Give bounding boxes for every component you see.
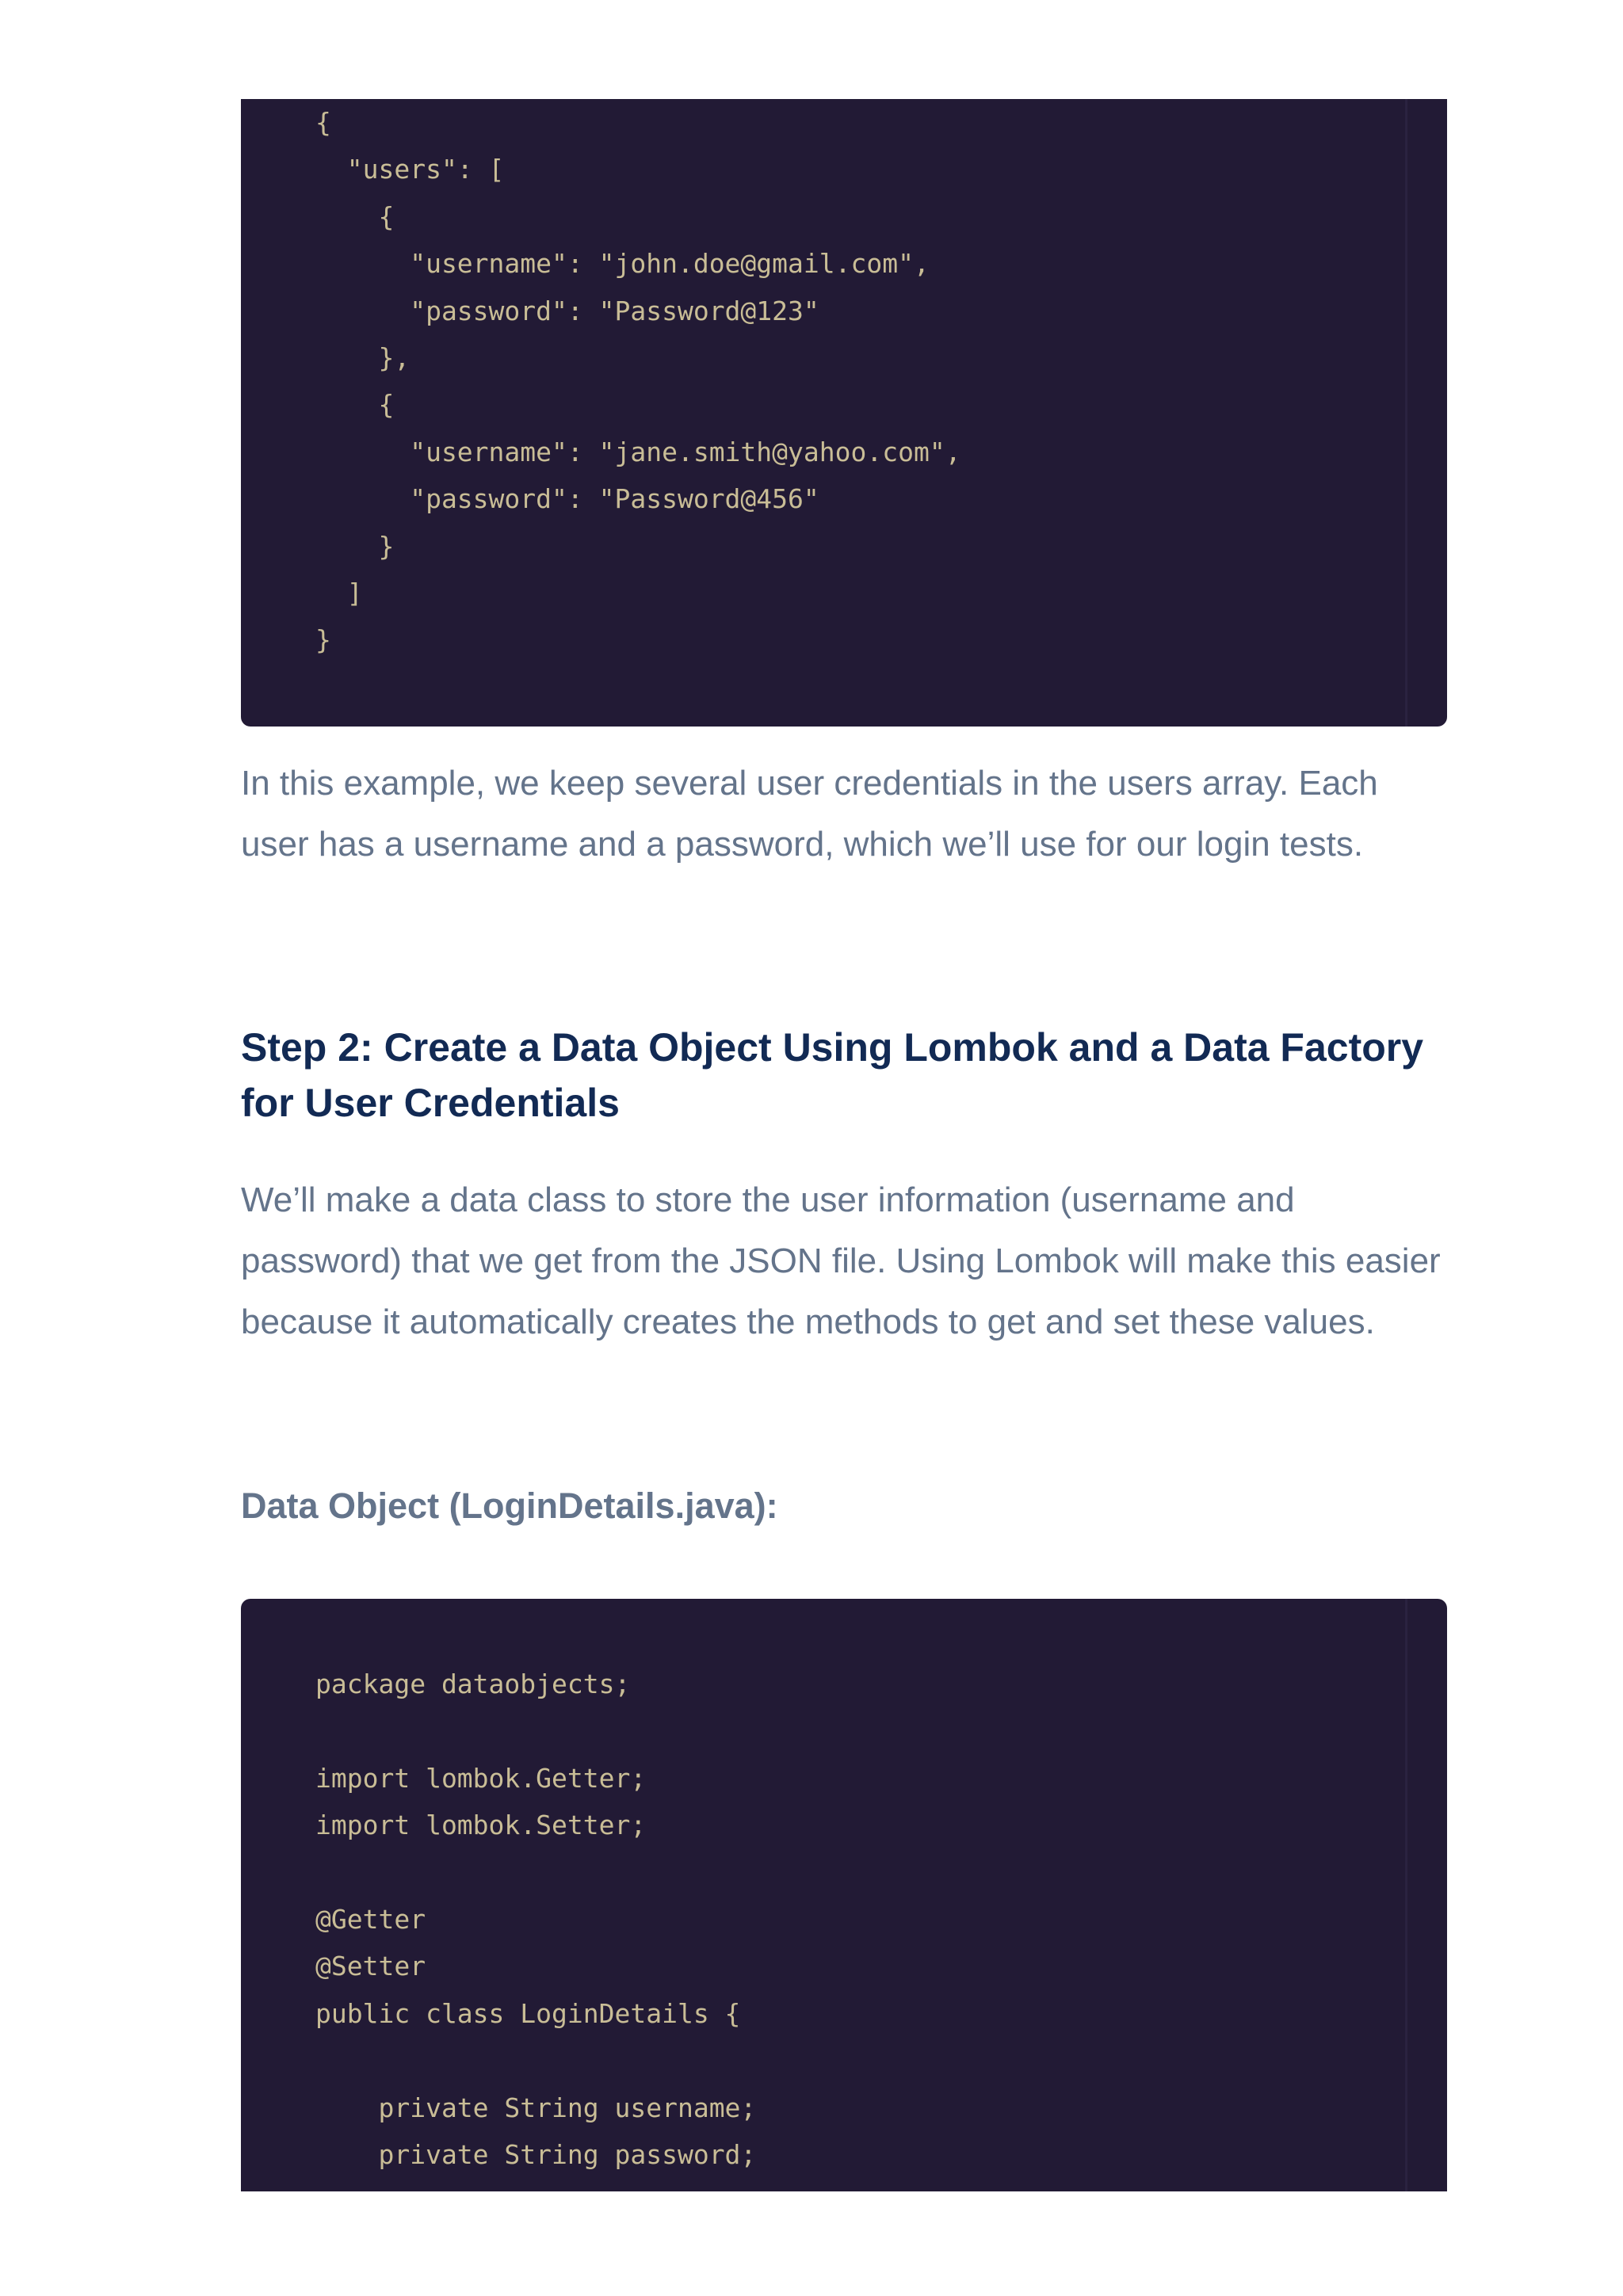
java-code-lines [315,1661,756,2178]
code-line: }, [315,341,411,373]
code-line: "username": "john.doe@gmail.com", [315,248,930,280]
code-line: { [315,200,395,232]
code-line: } [315,530,395,562]
java-code-block [241,1599,1447,2191]
code-line: "password": "Password@456" [315,483,819,515]
code-line: } [315,624,331,656]
code-line [315,1707,756,1754]
code-line [315,1849,756,1896]
code-line: import lombok.Setter; [315,1810,647,1841]
code-line: { [315,389,395,421]
code-line: { [315,107,331,138]
code-line: ] [315,577,363,608]
code-line: private String password; [315,2138,757,2170]
data-object-subheading: Data Object (LoginDetails.java): [241,1486,778,1526]
code-line: "username": "jane.smith@yahoo.com", [315,436,961,467]
code-line: "password": "Password@123" [315,295,819,326]
json-code-block [241,99,1447,727]
code-line [315,2037,756,2084]
json-code-lines [315,99,961,664]
code-line: package dataobjects; [315,1669,631,1699]
code-line: public class LoginDetails { [315,1997,741,2029]
code-line: @Getter [315,1903,426,1935]
code-line: "users": [ [315,154,505,185]
intro-paragraph: In this example, we keep several user credentials in the users array. Each user has a username and a password, which we’ll use for our login tests. [241,764,1378,864]
data-class-paragraph: We’ll make a data class to store the user information (username and password) that we get from the JSON file. Using Lombok will make this easier because it automatically creates the methods to get and set these values. [241,1180,1441,1341]
step-2-heading: Step 2: Create a Data Object Using Lombok and a Data Factory for User Credentials [241,1025,1424,1125]
code-line: import lombok.Getter; [315,1762,647,1794]
code-line: @Setter [315,1951,426,1982]
code-line: private String username; [315,2092,757,2123]
